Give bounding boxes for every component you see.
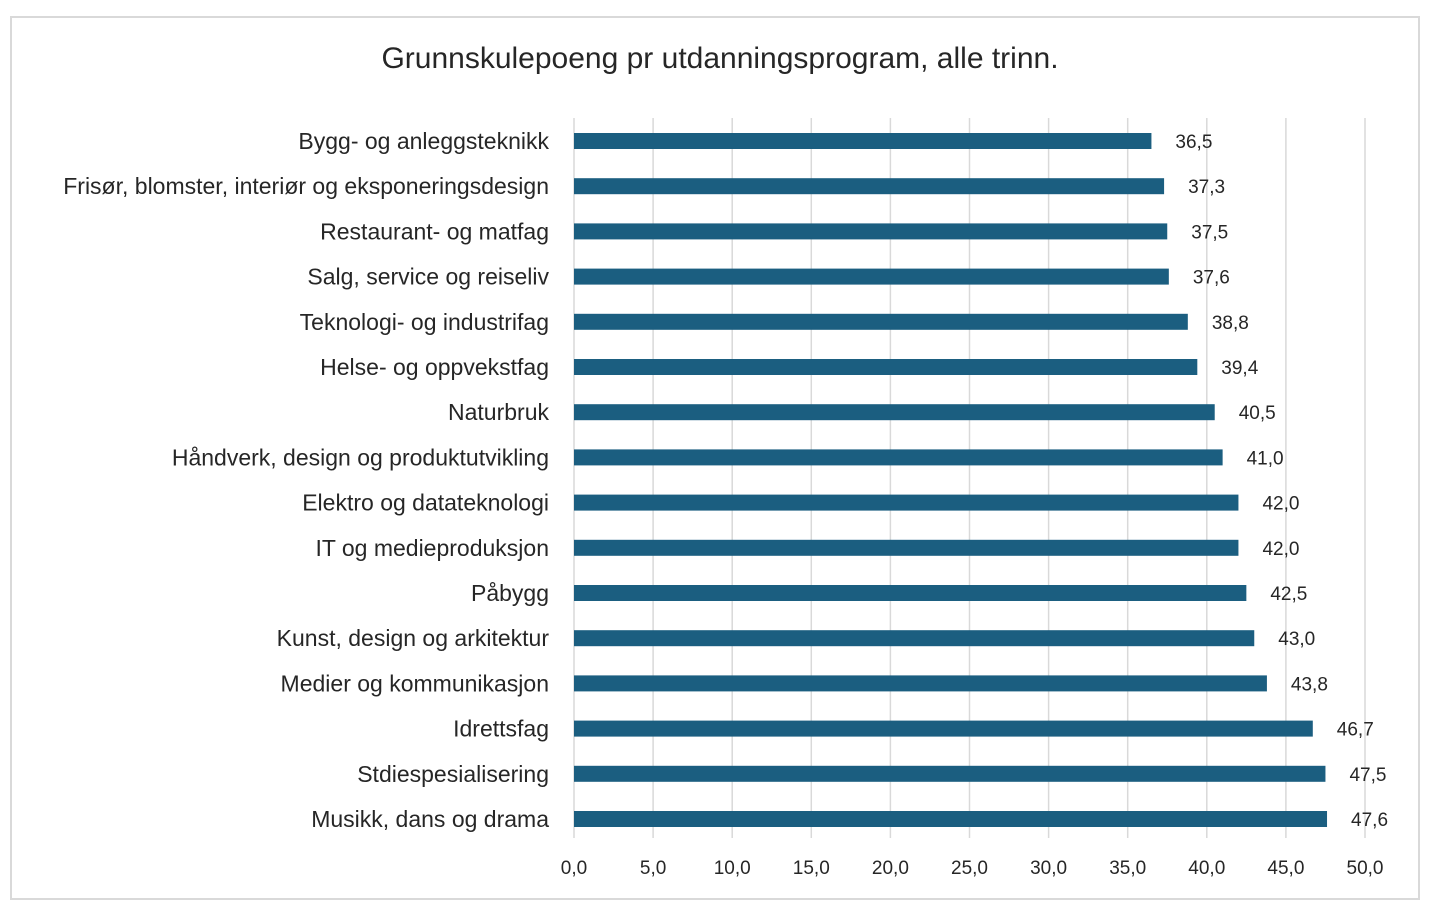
bar bbox=[574, 359, 1197, 375]
data-label: 42,0 bbox=[1262, 493, 1300, 515]
x-tick-label: 30,0 bbox=[1030, 858, 1068, 879]
data-label: 43,8 bbox=[1290, 674, 1328, 696]
data-label: 42,5 bbox=[1270, 584, 1308, 605]
x-tick-label: 5,0 bbox=[639, 858, 667, 879]
category-label: Frisør, blomster, interiør og eksponeringsdesign bbox=[63, 173, 549, 200]
data-label: 37,3 bbox=[1188, 177, 1226, 199]
x-tick-label: 10,0 bbox=[713, 858, 751, 879]
category-label: Påbygg bbox=[470, 580, 549, 606]
category-label: Medier og kommunikasjon bbox=[280, 670, 549, 697]
bar bbox=[574, 449, 1223, 465]
data-label: 38,8 bbox=[1211, 312, 1249, 334]
category-label: Restaurant- og matfag bbox=[320, 218, 549, 245]
bar bbox=[574, 721, 1313, 737]
data-label: 37,6 bbox=[1192, 267, 1230, 289]
data-label: 47,5 bbox=[1349, 764, 1387, 786]
x-tick-label: 45,0 bbox=[1267, 858, 1305, 879]
category-label: Elektro og datateknologi bbox=[302, 489, 549, 516]
category-labels bbox=[63, 128, 549, 832]
category-label: Helse- og oppvekstfag bbox=[320, 354, 549, 380]
bar bbox=[574, 766, 1325, 782]
bar bbox=[574, 585, 1246, 601]
bar bbox=[574, 178, 1164, 194]
data-label: 36,5 bbox=[1175, 132, 1213, 153]
data-label: 42,0 bbox=[1262, 538, 1300, 560]
bar bbox=[574, 269, 1169, 285]
x-tick-label: 20,0 bbox=[871, 858, 909, 879]
data-label: 40,5 bbox=[1238, 403, 1276, 425]
data-label: 41,0 bbox=[1246, 448, 1284, 470]
category-label: Salg, service og reiseliv bbox=[307, 263, 549, 290]
bar bbox=[574, 133, 1151, 149]
x-tick-label: 40,0 bbox=[1188, 858, 1226, 879]
x-tick-label: 15,0 bbox=[792, 858, 830, 879]
category-label: Idrettsfag bbox=[453, 715, 549, 742]
bar bbox=[574, 223, 1167, 239]
category-label: Kunst, design og arkitektur bbox=[276, 625, 549, 652]
category-label: Teknologi- og industrifag bbox=[299, 308, 549, 335]
x-axis-tick-labels bbox=[561, 858, 1384, 879]
data-label: 43,0 bbox=[1278, 629, 1316, 651]
x-tick-label: 25,0 bbox=[951, 858, 988, 879]
category-label: Håndverk, design og produktutvikling bbox=[171, 444, 549, 471]
bar bbox=[574, 811, 1327, 827]
x-tick-label: 35,0 bbox=[1109, 858, 1147, 879]
category-label: Musikk, dans og drama bbox=[311, 806, 549, 832]
bar bbox=[574, 675, 1267, 691]
category-label: Bygg- og anleggsteknikk bbox=[298, 128, 549, 154]
data-label: 39,4 bbox=[1221, 358, 1259, 379]
bar bbox=[574, 314, 1188, 330]
category-label: IT og medieproduksjon bbox=[315, 534, 549, 561]
bar bbox=[574, 495, 1238, 511]
data-label: 46,7 bbox=[1336, 719, 1374, 741]
category-label: Stdiespesialisering bbox=[357, 760, 549, 787]
data-label: 47,6 bbox=[1351, 810, 1389, 831]
data-label: 37,5 bbox=[1191, 222, 1229, 244]
bar bbox=[574, 404, 1215, 420]
x-tick-label: 50,0 bbox=[1346, 858, 1384, 879]
x-tick-label: 0,0 bbox=[560, 858, 588, 879]
category-label: Naturbruk bbox=[448, 399, 549, 426]
bar bbox=[574, 630, 1254, 646]
bar bbox=[574, 540, 1238, 556]
chart-title: Grunnskulepoeng pr utdanningsprogram, alle trinn. bbox=[381, 42, 1059, 75]
